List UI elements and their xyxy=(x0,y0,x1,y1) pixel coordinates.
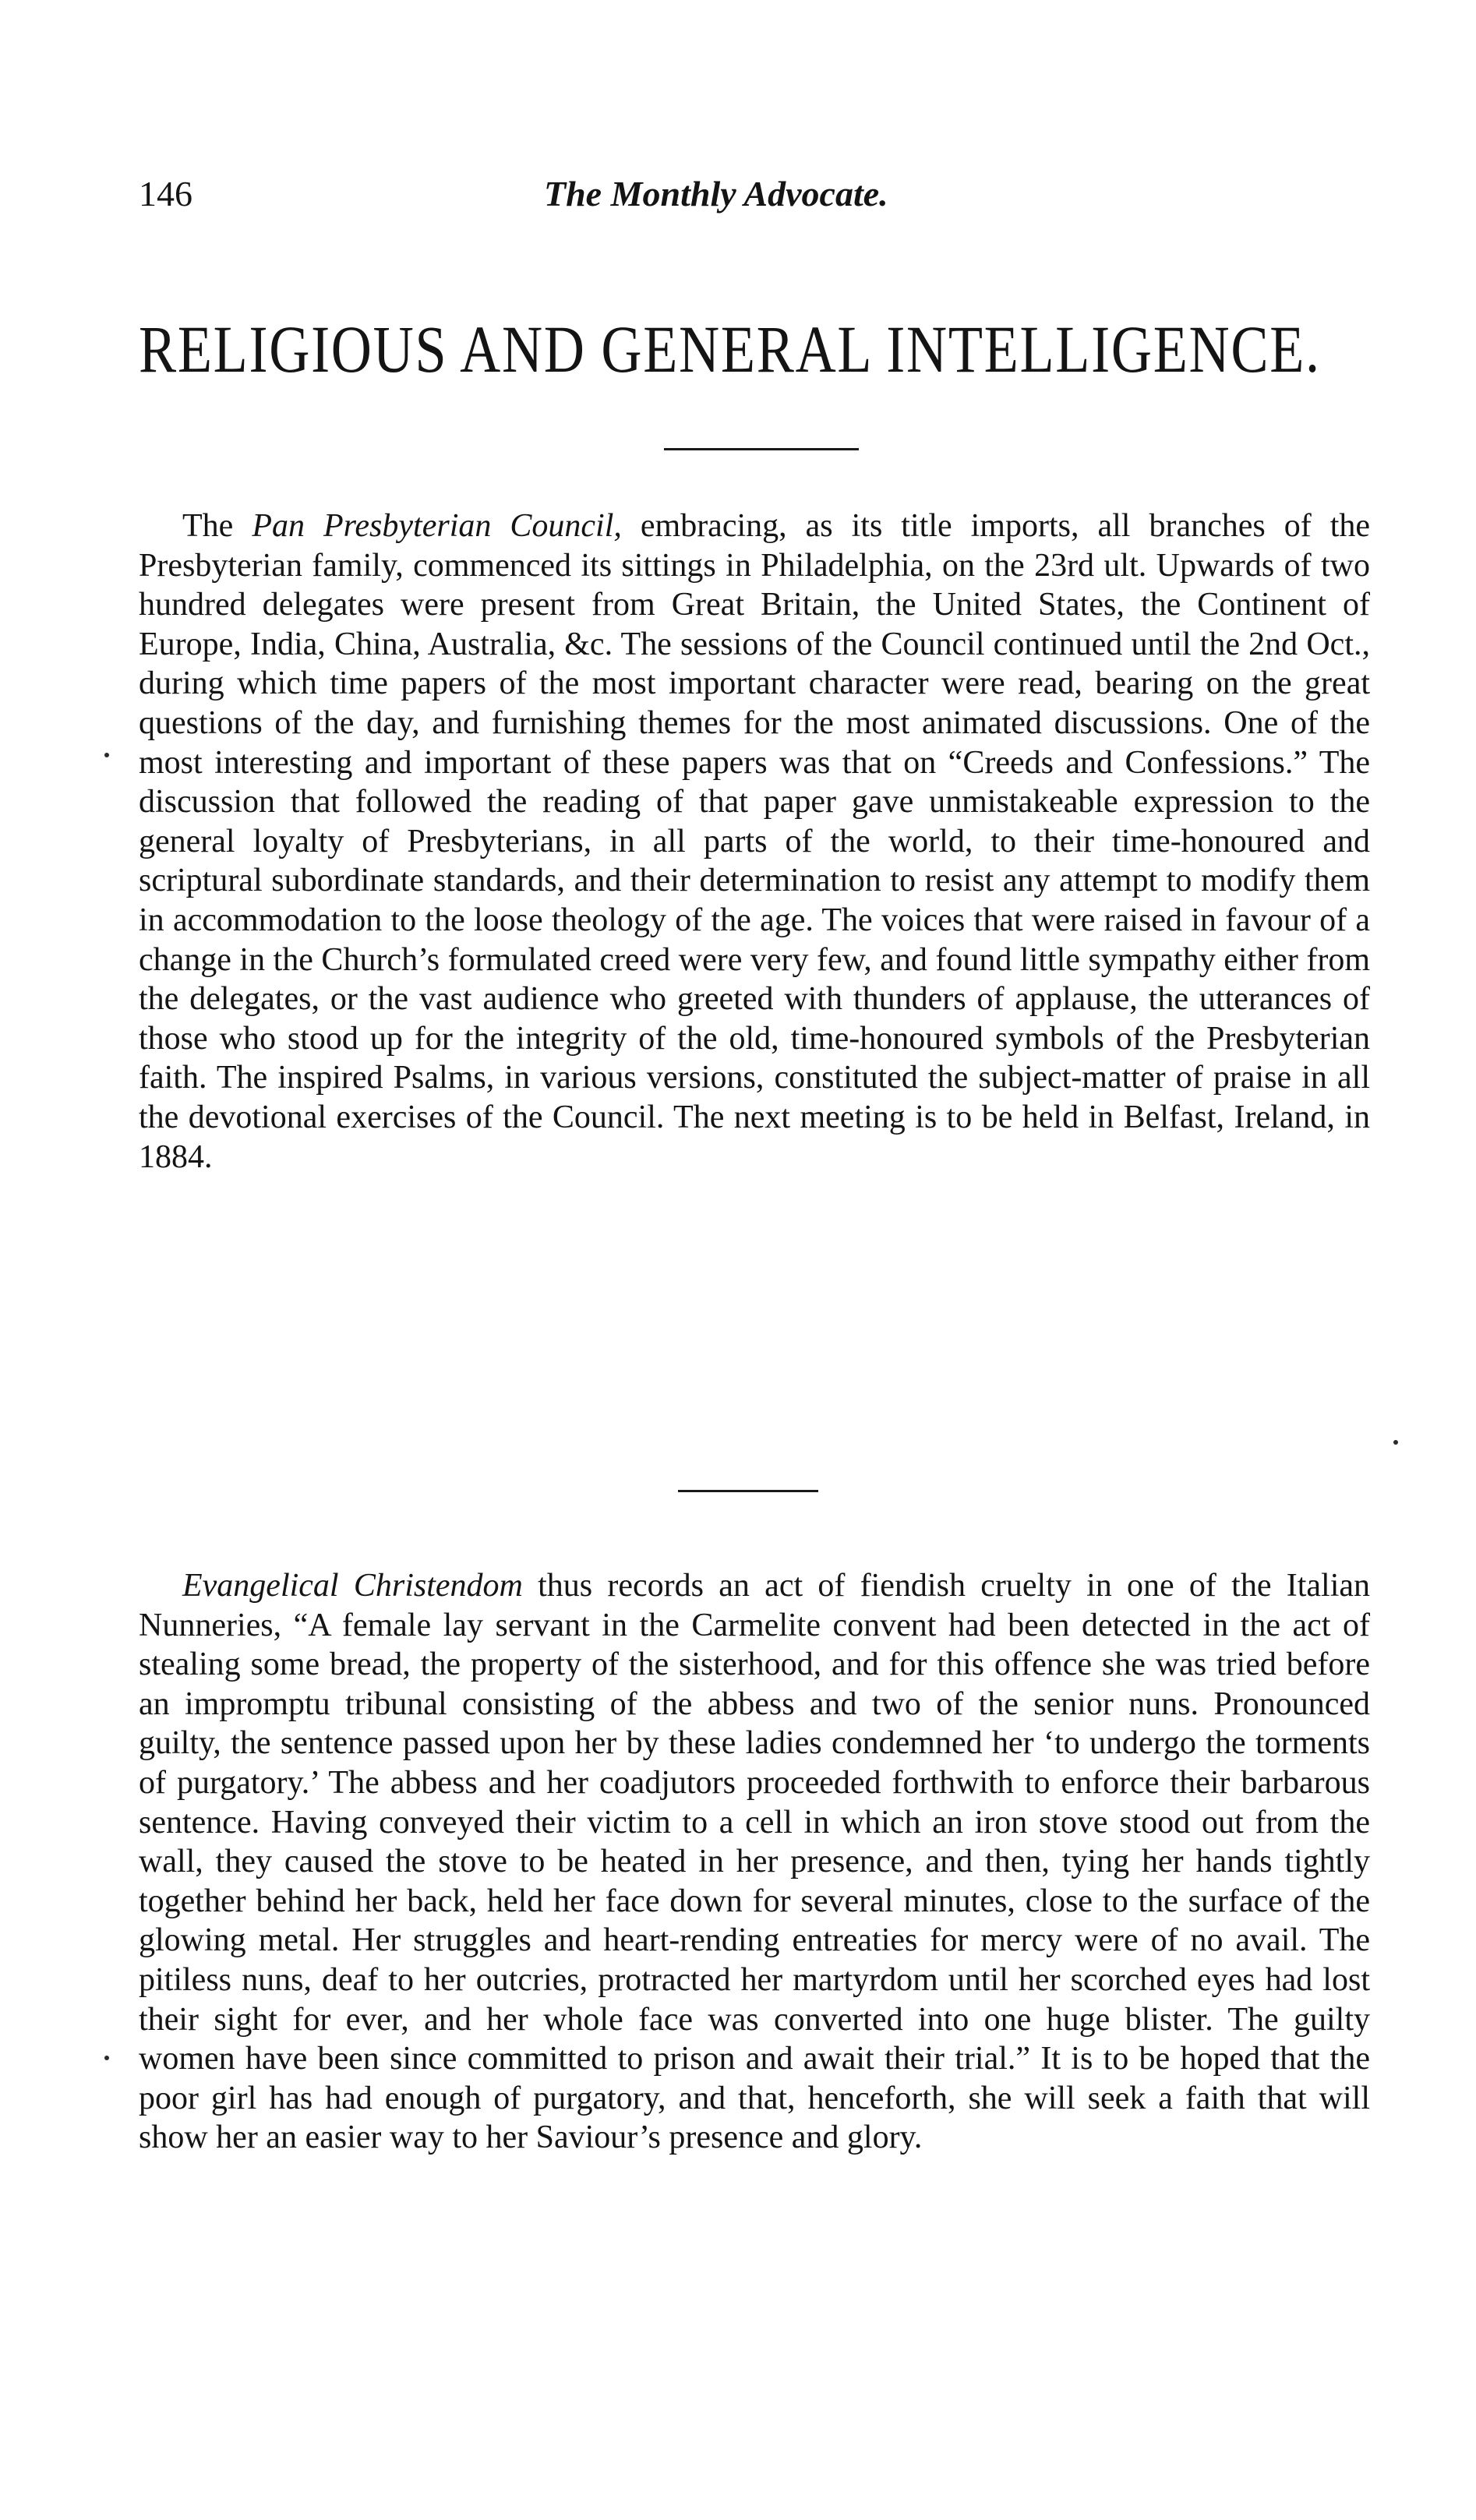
paragraph-body: thus records an act of fiendish cruelty in one of the Italian Nunneries, “A female lay servant in the Carmelite convent had been detected in the act of stealing some bread, the property of the sisterhood, and for this offence she was tried before an impromptu tribunal consisting of the abbess and two of the senior nuns. Pronounced guilty, the sentence passed upon her by these ladies condemned her ‘to undergo the torments of purgatory.’ The abbess and her coadjutors proceeded forthwith to enforce their barbarous sentence. Having conveyed their victim to a cell in which an iron stove stood out from the wall, they caused the stove to be heated in her presence, and then, tying her hands tightly together behind her back, held her face down for several minutes, close to the surface of the glowing metal. Her struggles and heart-rending entreaties for mercy were of no avail. The pitiless nuns, deaf to her outcries, protracted her martyrdom until her scorched eyes had lost their sight for ever, and her whole face was converted into one huge blister. The guilty women have been since committed to prison and await their trial.” It is to be hoped that the poor girl has had enough of purgatory, and that, henceforth, she will seek a faith that will show her an easier way to her Saviour’s presence and glory. xyxy=(139,1568,1371,2156)
paragraph-intro: The xyxy=(182,508,252,544)
paragraph xyxy=(139,1566,1370,2158)
divider-rule xyxy=(678,1490,818,1492)
article-subject: Pan Presbyterian Council, xyxy=(252,508,622,544)
ink-speck xyxy=(104,2056,109,2060)
divider-rule xyxy=(664,448,859,450)
article-source: Evangelical Christendom xyxy=(182,1568,523,1604)
ink-speck xyxy=(104,753,109,757)
article-pan-presbyterian-council xyxy=(139,506,1370,1177)
paragraph xyxy=(139,506,1370,1177)
page-number: 146 xyxy=(139,174,192,214)
journal-title: The Monthly Advocate. xyxy=(544,174,888,214)
section-heading: RELIGIOUS AND GENERAL INTELLIGENCE. xyxy=(139,312,1321,386)
article-evangelical-christendom xyxy=(139,1566,1370,2158)
running-head xyxy=(139,173,1339,228)
ink-speck xyxy=(1393,1440,1398,1445)
paragraph-body: embracing, as its title imports, all branches of the Presbyterian family, commenced its sittings in Philadelphia, on the 23rd ult. Upwards of two hundred delegates were present from Great Britain, the United States, the Continent of Europe, India, China, Australia, &c. The sessions of the Council continued until the 2nd Oct., during which time papers of the most important character were read, bearing on the great questions of the day, and furnishing themes for the most animated discussions. One of the most interesting and important of these papers was that on “Creeds and Confessions.” The discussion that followed the reading of that paper gave unmistakeable expression to the general loyalty of Presbyterians, in all parts of the world, to their time-honoured and scriptural subordinate standards, and their determination to resist any attempt to modify them in accommodation to the loose theology of the age. The voices that were raised in favour of a change in the Church’s formulated creed were very few, and found little sympathy either from the delegates, or the vast audience who greeted with thunders of applause, the utterances of those who stood up for the integrity of the old, time-honoured symbols of the Presbyterian faith. The inspired Psalms, in various versions, constituted the subject-matter of praise in all the devotional exercises of the Council. The next meeting is to be held in Belfast, Ireland, in 1884. xyxy=(139,508,1371,1175)
